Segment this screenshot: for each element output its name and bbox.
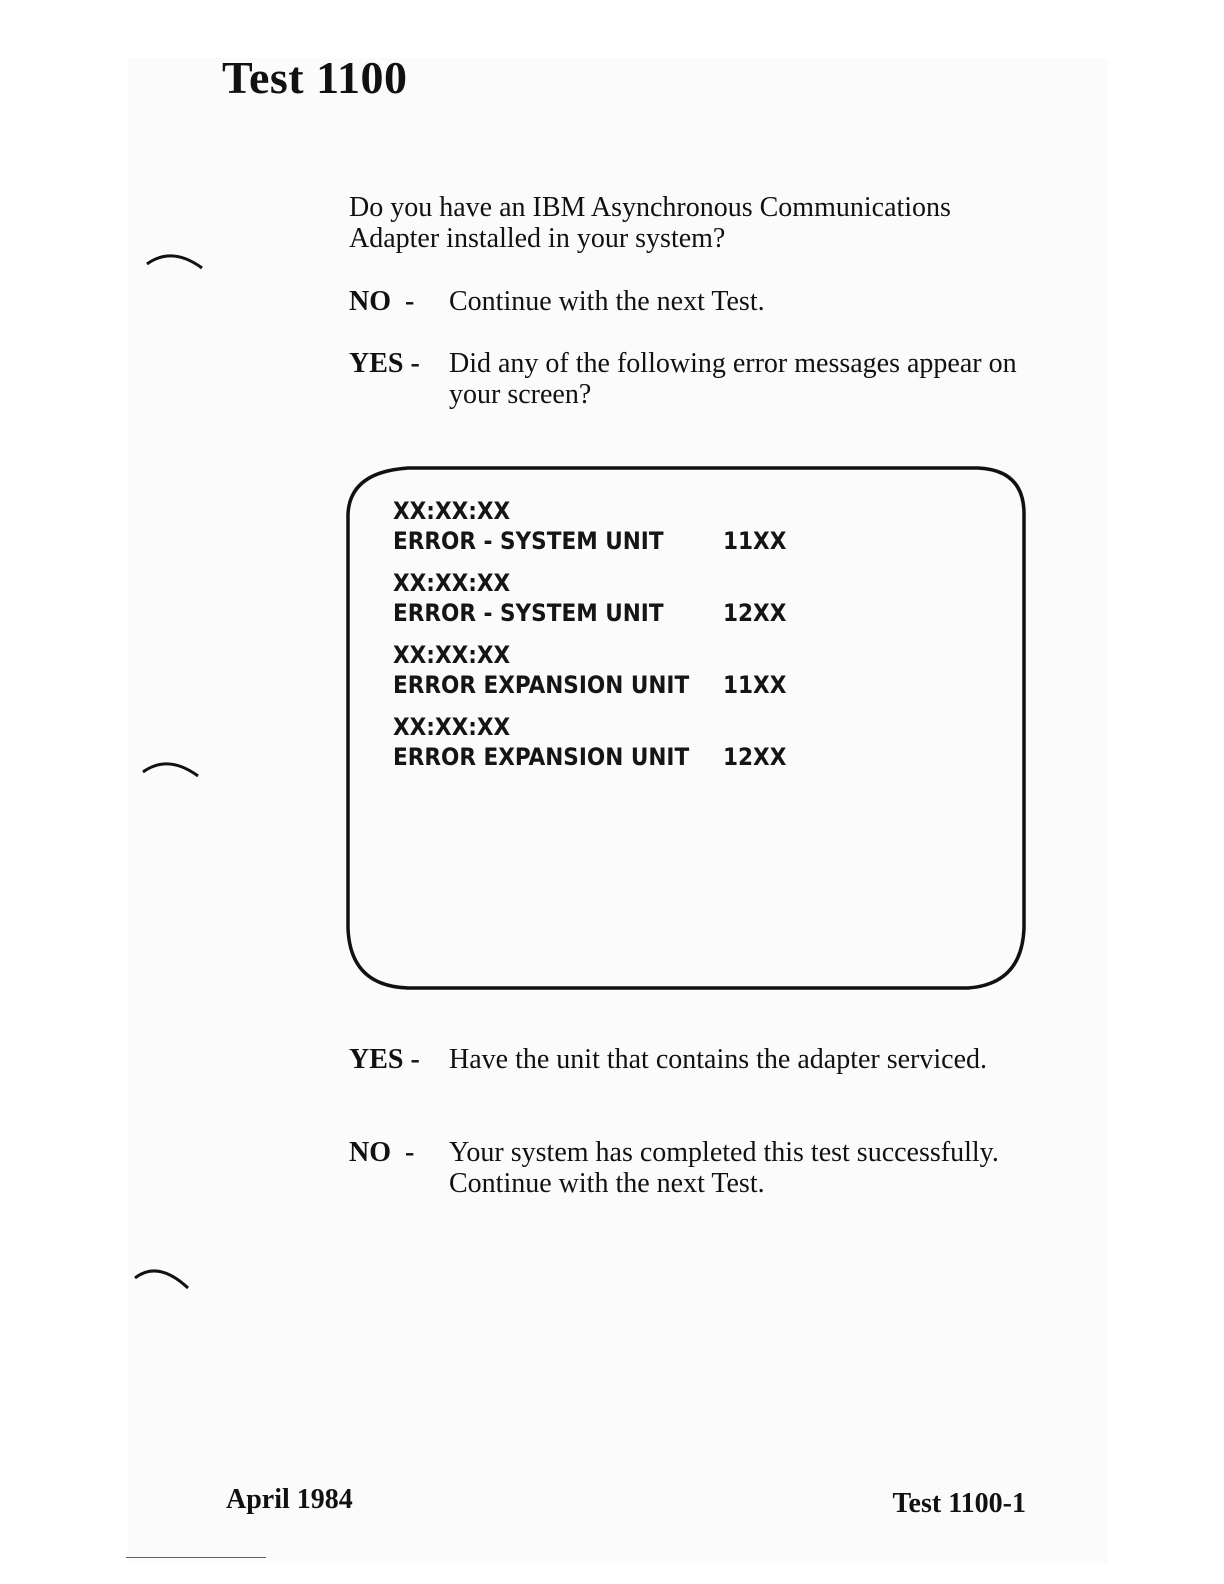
error-message: ERROR - SYSTEM UNIT: [393, 527, 664, 555]
answer-tag: NO -: [349, 1137, 415, 1168]
error-code: 11XX: [723, 527, 787, 555]
binder-hole-mark-icon: [132, 1258, 196, 1292]
error-message: ERROR EXPANSION UNIT: [393, 743, 690, 771]
error-timestamp: XX:XX:XX: [393, 497, 511, 525]
question-text: Do you have an IBM Asynchronous Communications Adapter installed in your system?: [349, 192, 951, 254]
error-timestamp: XX:XX:XX: [393, 641, 511, 669]
footer-date: April 1984: [226, 1484, 353, 1515]
error-code: 11XX: [723, 671, 787, 699]
error-message-item: [393, 496, 953, 556]
error-message-list: [393, 496, 953, 784]
error-message-item: [393, 568, 953, 628]
answer-no-first: [349, 286, 1049, 317]
answer-text: Continue with the next Test.: [449, 286, 765, 317]
error-code: 12XX: [723, 743, 787, 771]
answer-text: Have the unit that contains the adapter serviced.: [449, 1044, 988, 1075]
error-message: ERROR - SYSTEM UNIT: [393, 599, 664, 627]
answer-yes-second: [349, 1044, 1049, 1075]
answer-no-second: [349, 1137, 1049, 1199]
error-message-item: [393, 640, 953, 700]
answer-tag: NO -: [349, 286, 415, 317]
binder-hole-mark-icon: [140, 752, 204, 782]
answer-text: Your system has completed this test successfully. Continue with the next Test.: [449, 1137, 999, 1199]
binder-hole-mark-icon: [144, 244, 208, 274]
error-timestamp: XX:XX:XX: [393, 569, 511, 597]
footer-page-number: Test 1100-1: [892, 1488, 1026, 1519]
error-timestamp: XX:XX:XX: [393, 713, 511, 741]
page-title: Test 1100: [222, 52, 408, 103]
answer-tag: YES -: [349, 348, 420, 379]
answer-text: Did any of the following error messages appear on your screen?: [449, 348, 1017, 410]
error-message-item: [393, 712, 953, 772]
answer-yes-first: [349, 348, 1049, 410]
answer-tag: YES -: [349, 1044, 420, 1075]
edge-line: [126, 1557, 266, 1558]
error-message: ERROR EXPANSION UNIT: [393, 671, 690, 699]
error-code: 12XX: [723, 599, 787, 627]
